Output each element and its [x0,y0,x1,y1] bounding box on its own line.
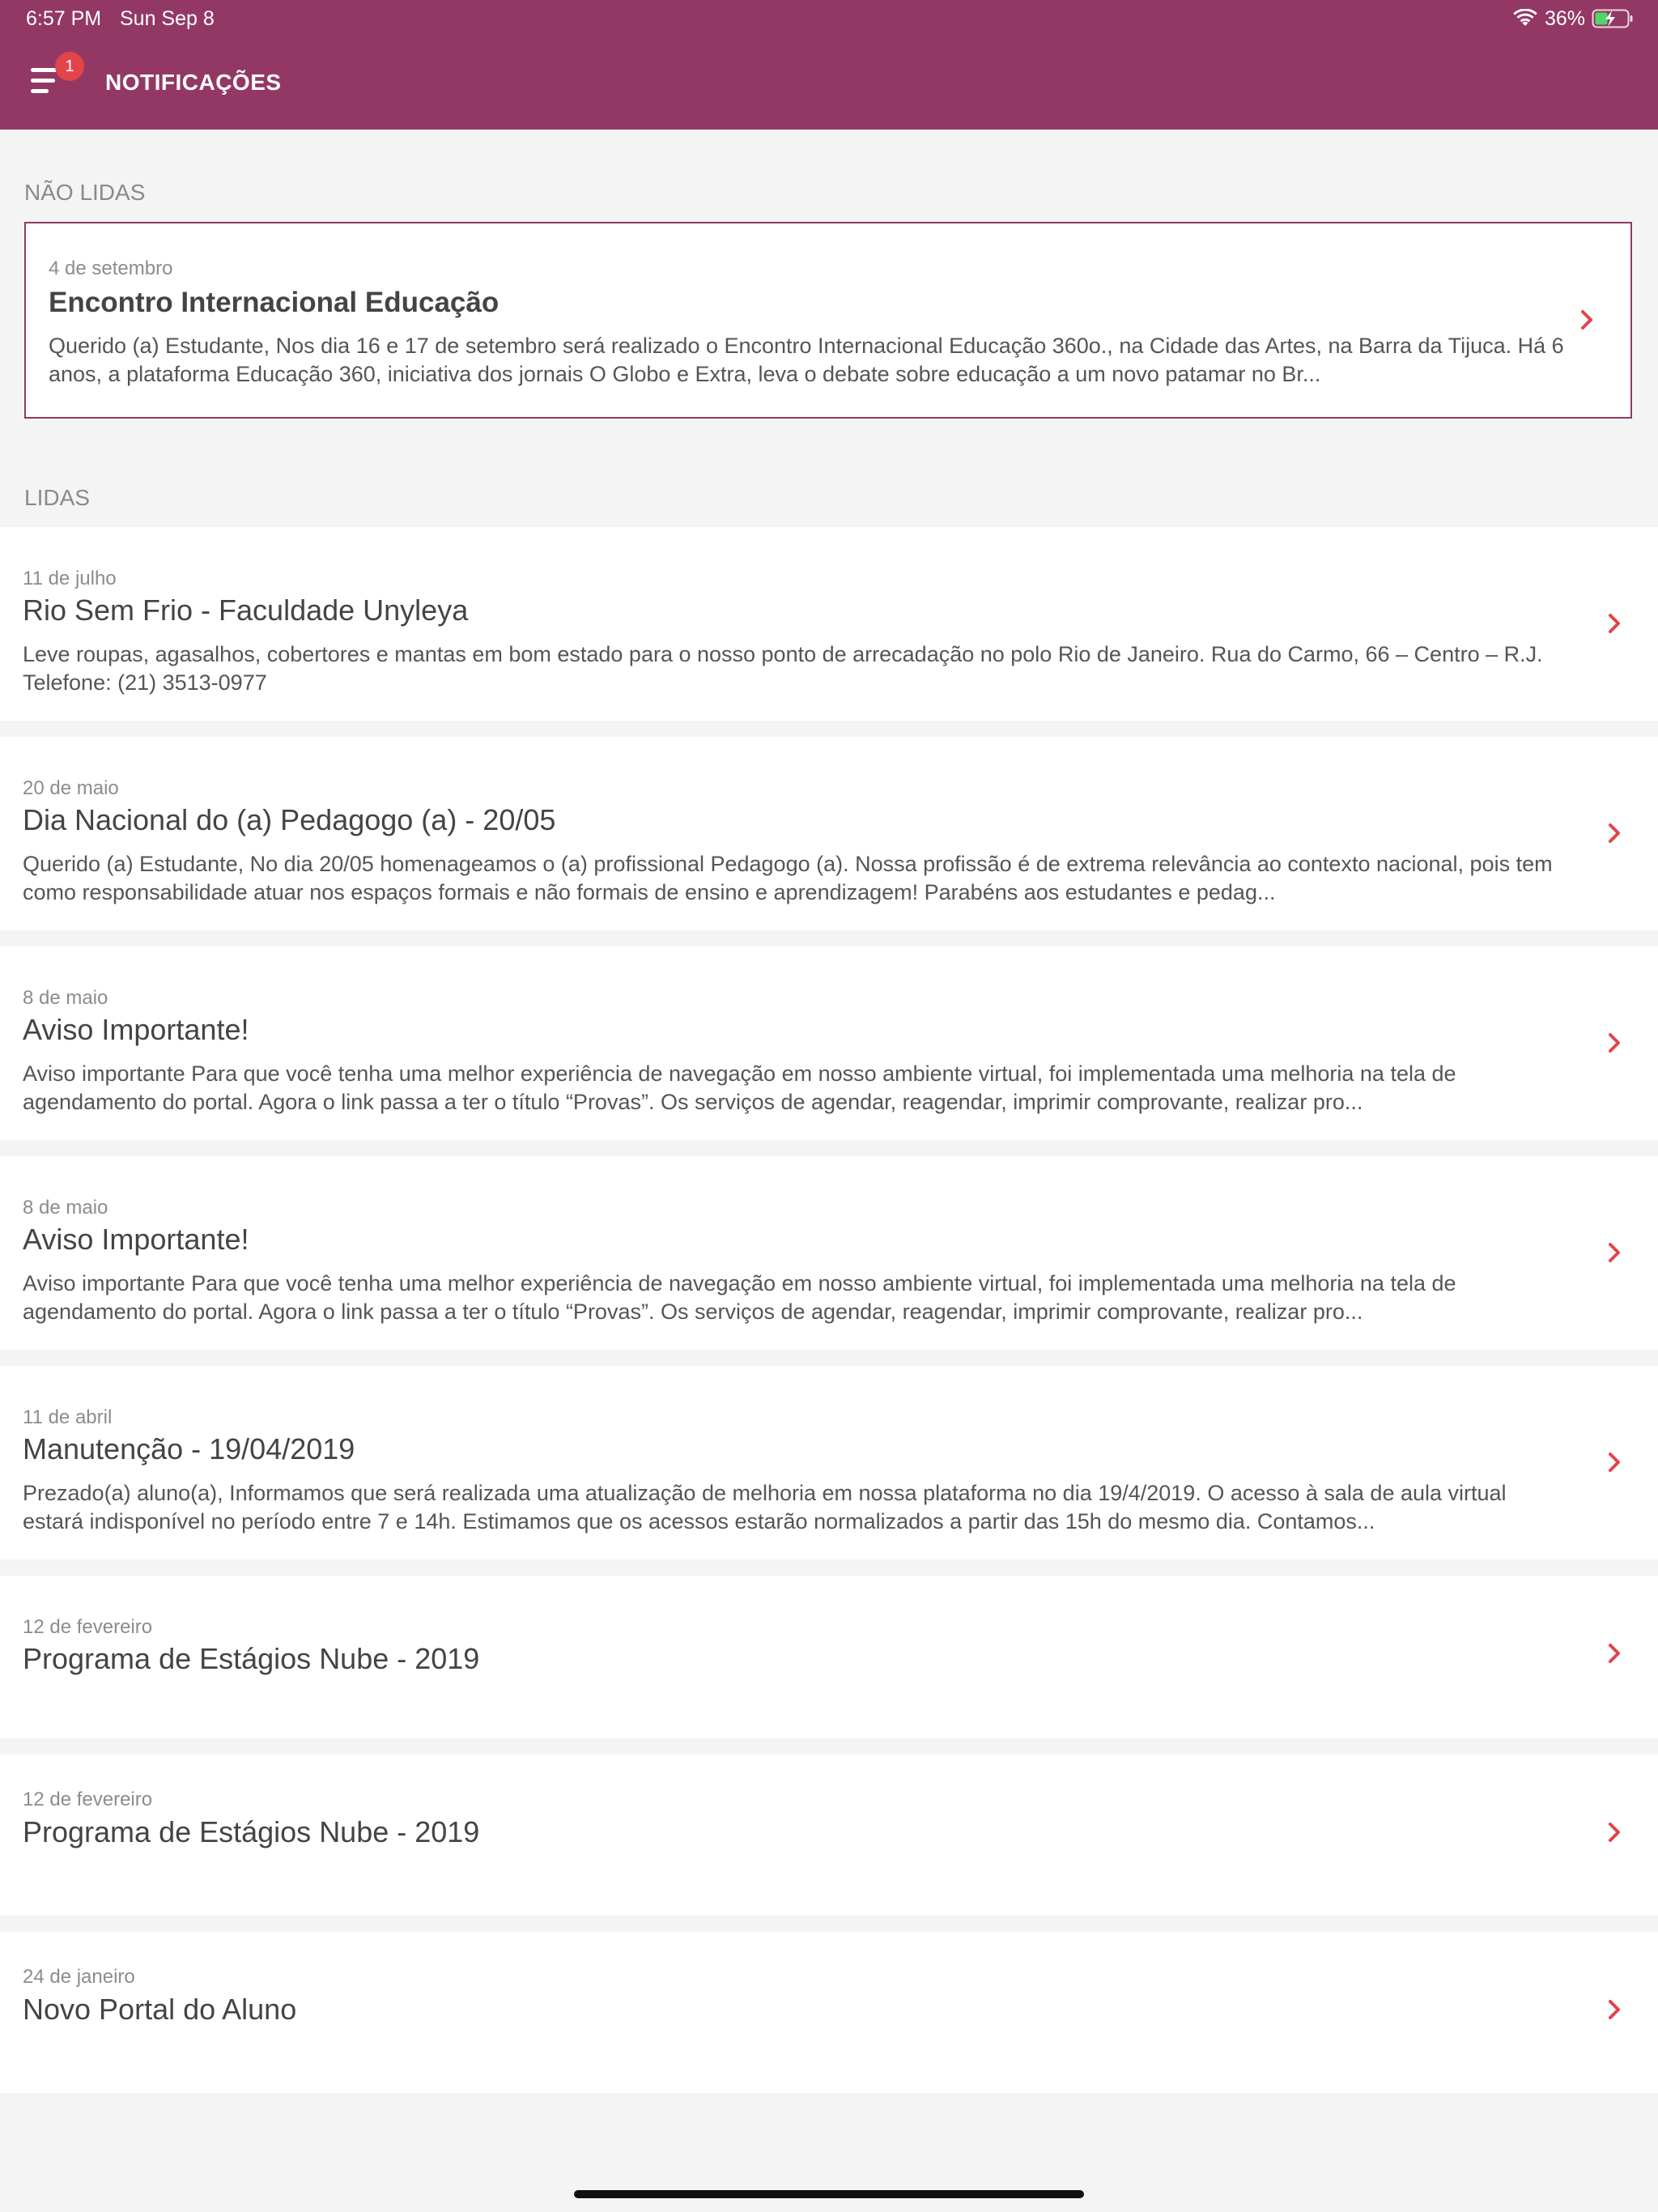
wifi-icon [1512,9,1538,28]
chevron-right-icon [1605,1819,1624,1845]
status-bar [0,0,1658,37]
battery-percent: 36% [1544,6,1585,30]
notification-date: 8 de maio [23,987,108,1009]
notification-card[interactable] [0,1366,1658,1559]
chevron-right-icon [1605,1997,1624,2023]
notification-date: 11 de abril [23,1406,113,1428]
notification-preview: Aviso importante Para que você tenha uma melhor experiência de navegação em nosso ambiente virtual, foi implementada uma melhoria na tela de agendamento do portal. Agora o link passa a ter o título “Provas”. Os serviços de agendar, reagendar, imprimir comprovante, realizar pro... [23,1061,1456,1114]
notification-card-unread[interactable] [24,222,1632,419]
chevron-right-icon [1605,1030,1624,1056]
notification-title: Aviso Importante! [23,1223,249,1256]
chevron-right-icon [1605,610,1624,636]
notification-preview: Leve roupas, agasalhos, cobertores e mantas em bom estado para o nosso ponto de arrecadação no polo Rio de Janeiro. Rua do Carmo, 66 – Centro – R.J. Telefone: (21) 3513-0977 [23,642,1543,695]
menu-button[interactable] [29,57,74,100]
notification-card[interactable] [0,1755,1658,1916]
notification-card[interactable] [0,1576,1658,1738]
status-time: 6:57 PM [26,7,102,30]
notification-date: 8 de maio [23,1197,108,1219]
notification-title: Novo Portal do Aluno [23,1993,297,2026]
chevron-right-icon [1605,1240,1624,1266]
notification-card[interactable] [0,1932,1658,2093]
chevron-right-icon [1605,1449,1624,1475]
menu-line [31,89,49,93]
notification-title: Encontro Internacional Educação [49,287,500,318]
notification-date: 20 de maio [23,777,119,799]
chevron-right-icon [1577,307,1596,333]
page-title: NOTIFICAÇÕES [105,70,282,95]
notification-preview: Querido (a) Estudante, Nos dia 16 e 17 de setembro será realizado o Encontro Internacional Educação 360o., na Cidade das Artes, na Barra da Tijuca. Há 6 anos, a plataforma Educação 360, iniciativa dos jornais O Globo e Extra, leva o debate sobre educação a um novo patamar no Br... [49,334,1564,386]
notification-title: Manutenção - 19/04/2019 [23,1432,355,1465]
notification-title: Dia Nacional do (a) Pedagogo (a) - 20/05 [23,803,556,836]
notification-date: 12 de fevereiro [23,1789,153,1810]
menu-line [31,79,55,83]
notification-card[interactable] [0,527,1658,721]
section-label-read: LIDAS [24,485,90,510]
status-date: Sun Sep 8 [120,7,215,30]
notification-card[interactable] [0,1156,1658,1350]
section-label-unread: NÃO LIDAS [24,180,146,205]
notification-title: Programa de Estágios Nube - 2019 [23,1815,480,1848]
notification-badge: 1 [55,52,84,81]
notification-date: 12 de fevereiro [23,1616,153,1638]
menu-line [31,68,58,72]
notification-preview: Querido (a) Estudante, No dia 20/05 homenageamos o (a) profissional Pedagogo (a). Nossa profissão é de extrema relevância ao contexto nacional, pois tem como responsabilidade atuar nos espaços formais e não formais de ensino e aprendizagem! Parabéns aos estudantes e pedag... [23,852,1553,904]
app-header [0,0,1658,130]
notification-date: 24 de janeiro [23,1966,135,1988]
notification-date: 11 de julho [23,568,117,589]
notification-title: Rio Sem Frio - Faculdade Unyleya [23,593,469,627]
notification-title: Aviso Importante! [23,1013,249,1046]
status-indicators [1512,6,1634,31]
notification-title: Programa de Estágios Nube - 2019 [23,1642,480,1675]
chevron-right-icon [1605,1640,1624,1666]
home-indicator[interactable] [574,2190,1084,2198]
battery-charging-icon [1592,8,1634,29]
notification-date: 4 de setembro [49,257,173,279]
chevron-right-icon [1605,820,1624,846]
notification-card[interactable] [0,946,1658,1140]
notification-preview: Prezado(a) aluno(a), Informamos que será realizada uma atualização de melhoria em nossa plataforma no dia 19/4/2019. O acesso à sala de aula virtual estará indisponível no período entre 7 e 14h. Estimamos que os acessos estarão normalizados a partir das 15h do mesmo dia. Contamos... [23,1481,1507,1534]
notification-preview: Aviso importante Para que você tenha uma melhor experiência de navegação em nosso ambiente virtual, foi implementada uma melhoria na tela de agendamento do portal. Agora o link passa a ter o título “Provas”. Os serviços de agendar, reagendar, imprimir comprovante, realizar pro... [23,1271,1456,1324]
notification-card[interactable] [0,737,1658,930]
